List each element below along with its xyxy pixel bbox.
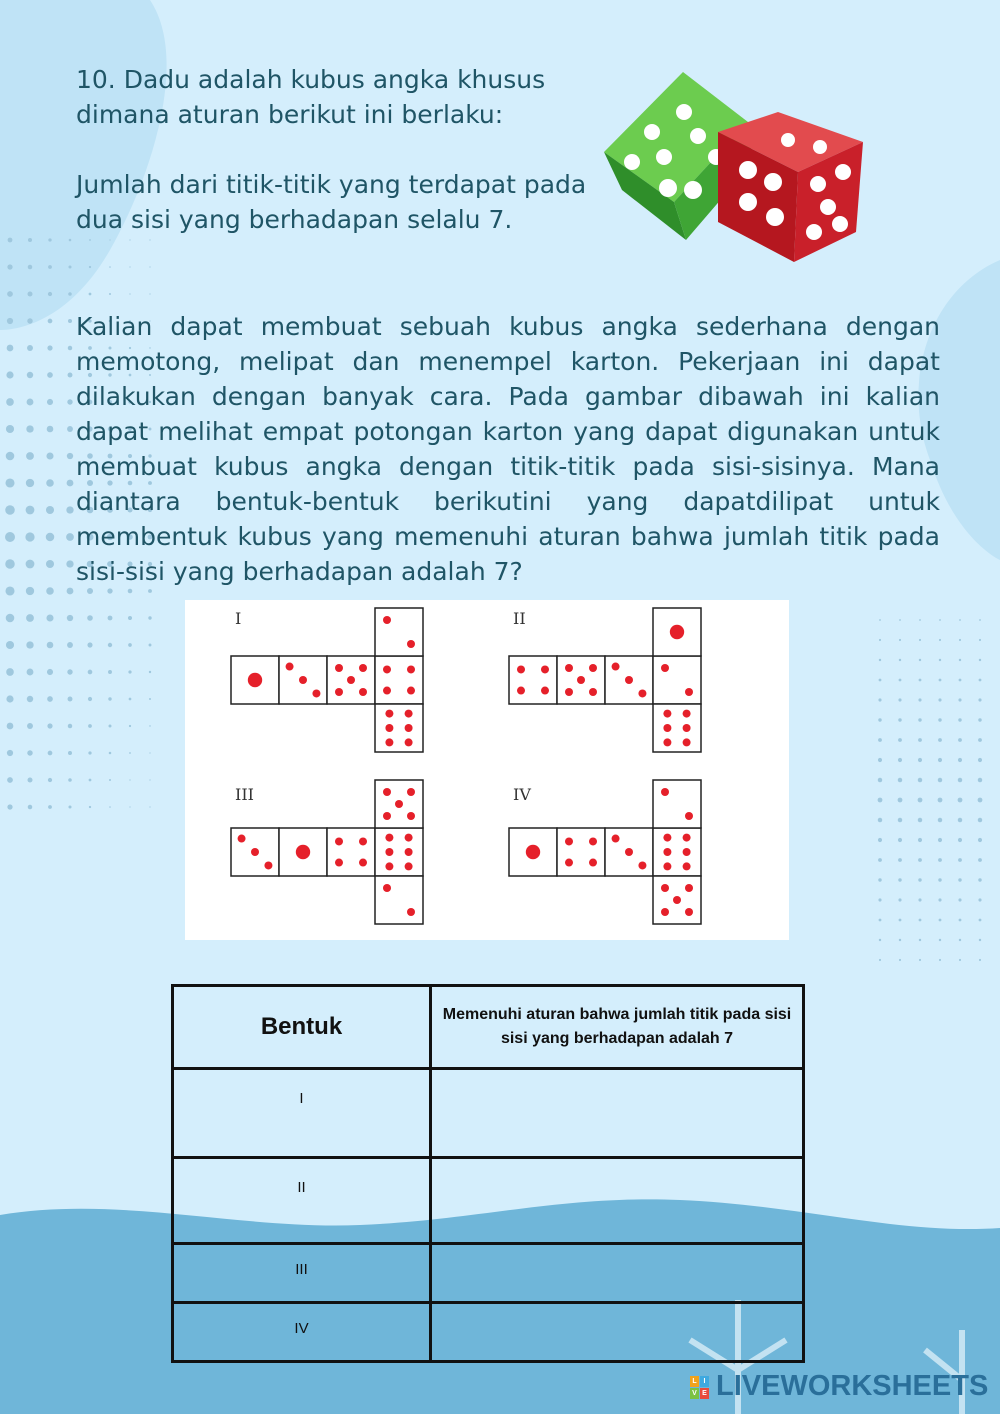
net-face — [231, 828, 279, 876]
net-pip — [685, 688, 693, 696]
net-pip — [385, 848, 393, 856]
net-pip — [405, 862, 413, 870]
net-pip — [312, 689, 320, 697]
net-label: II — [513, 609, 526, 628]
net-pip — [385, 724, 393, 732]
question-paragraph: Kalian dapat membuat sebuah kubus angka sederhana dengan memotong, melipat dan menempel karton. Pekerjaan ini dapat dilakukan dengan banyak cara. Pada gambar dibawah ini kalian dapat melihat empat potongan karton yang dapat digunakan untuk membuat kubus angka dengan titik-titik pada sisi-sisinya. Mana diantara bentuk-bentuk berikutini yang dapatdilipat untuk membentuk kubus yang memenuhi aturan bahwa jumlah titik pada sisi-sisi yang berhadapan adalah 7? — [76, 312, 940, 586]
net-face — [605, 828, 653, 876]
net-pip — [407, 687, 415, 695]
row-label: II — [173, 1158, 431, 1244]
net-face — [653, 828, 701, 876]
net-pip — [251, 848, 259, 856]
net-pip — [405, 738, 413, 746]
net-pip — [625, 676, 633, 684]
header-shape: Bentuk — [173, 986, 431, 1069]
net-pip — [405, 848, 413, 856]
net-pip — [359, 664, 367, 672]
net-pip — [347, 676, 355, 684]
net-face — [509, 828, 557, 876]
net-pip — [683, 834, 691, 842]
net-pip — [612, 835, 620, 843]
answer-cell[interactable] — [431, 1244, 804, 1303]
net-pip — [335, 688, 343, 696]
net-pip — [565, 837, 573, 845]
net-pip — [673, 896, 681, 904]
net-pip — [359, 688, 367, 696]
liveworksheets-logo-text: LIVEWORKSHEETS — [716, 1370, 989, 1402]
answer-cell[interactable] — [431, 1158, 804, 1244]
net-face-square — [327, 828, 375, 876]
net-face — [375, 780, 423, 828]
net-face — [375, 704, 423, 752]
net-pip — [685, 884, 693, 892]
net-pip — [385, 862, 393, 870]
net-pip — [385, 834, 393, 842]
net-pip — [517, 665, 525, 673]
net-face — [605, 656, 653, 704]
net-face-square — [375, 608, 423, 656]
net-face-square — [375, 704, 423, 752]
net-face — [375, 828, 423, 876]
question-intro-line: 10. Dadu adalah kubus angka khusus dimana aturan berikut ini berlaku: — [76, 65, 546, 129]
net-face — [327, 656, 375, 704]
net-pip — [407, 812, 415, 820]
net-label: I — [235, 609, 242, 628]
net-face-square — [375, 828, 423, 876]
net-pip — [685, 812, 693, 820]
net-pip — [395, 800, 403, 808]
net-pip — [407, 788, 415, 796]
net-face-square — [509, 656, 557, 704]
net-pip — [663, 834, 671, 842]
net-pip — [663, 738, 671, 746]
net-pip — [526, 845, 540, 859]
row-label: III — [173, 1244, 431, 1303]
net-face — [279, 828, 327, 876]
net-face — [509, 656, 557, 704]
answer-cell[interactable] — [431, 1303, 804, 1362]
net-pip — [383, 788, 391, 796]
net-face — [653, 704, 701, 752]
net-pip — [335, 664, 343, 672]
net-face-square — [375, 876, 423, 924]
net-pip — [683, 710, 691, 718]
net-pip — [383, 665, 391, 673]
dice-illustration — [598, 62, 868, 272]
question-rule-line: Jumlah dari titik-titik yang terdapat pada dua sisi yang berhadapan selalu 7. — [76, 170, 587, 234]
net-pip — [638, 861, 646, 869]
red-die — [718, 112, 863, 262]
row-label: I — [173, 1069, 431, 1158]
net-face — [653, 876, 701, 924]
net-pip — [565, 664, 573, 672]
net-face-square — [375, 656, 423, 704]
net-pip — [661, 908, 669, 916]
net-face — [653, 656, 701, 704]
table-row — [173, 1303, 804, 1362]
net-pip — [541, 665, 549, 673]
net-pip — [517, 687, 525, 695]
net-pip — [625, 848, 633, 856]
net-pip — [385, 710, 393, 718]
net-face — [653, 608, 701, 656]
net-pip — [589, 664, 597, 672]
table-row — [173, 1069, 804, 1158]
net-pip — [405, 710, 413, 718]
net-pip — [359, 837, 367, 845]
net-pip — [565, 859, 573, 867]
answer-table — [171, 984, 805, 1363]
net-face — [375, 608, 423, 656]
net-pip — [407, 640, 415, 648]
net-pip — [383, 884, 391, 892]
net-pip — [683, 724, 691, 732]
net-pip — [661, 788, 669, 796]
header-rule: Memenuhi aturan bahwa jumlah titik pada sisi sisi yang berhadapan adalah 7 — [431, 986, 804, 1069]
net-pip — [589, 837, 597, 845]
net-pip — [248, 673, 262, 687]
net-pip — [407, 665, 415, 673]
question-intro — [76, 62, 596, 237]
net-pip — [405, 834, 413, 842]
net-pip — [565, 688, 573, 696]
net-face — [557, 656, 605, 704]
answer-table-wrap — [171, 984, 805, 1363]
net-pip — [264, 861, 272, 869]
net-face — [375, 876, 423, 924]
net-face — [231, 656, 279, 704]
net-pip — [299, 676, 307, 684]
table-row — [173, 1158, 804, 1244]
net-pip — [683, 862, 691, 870]
net-pip — [670, 625, 684, 639]
cube-nets-figure — [185, 600, 789, 940]
net-pip — [335, 837, 343, 845]
net-pip — [663, 710, 671, 718]
net-face-square — [653, 780, 701, 828]
net-pip — [359, 859, 367, 867]
net-face — [653, 780, 701, 828]
net-pip — [663, 862, 671, 870]
net-pip — [383, 616, 391, 624]
net-pip — [663, 848, 671, 856]
net-pip — [589, 859, 597, 867]
net-pip — [383, 687, 391, 695]
net-pip — [238, 835, 246, 843]
net-face — [327, 828, 375, 876]
net-pip — [638, 689, 646, 697]
net-face-square — [557, 828, 605, 876]
net-face-square — [653, 828, 701, 876]
answer-cell[interactable] — [431, 1069, 804, 1158]
net-pip — [661, 664, 669, 672]
cube-nets-svg — [185, 600, 789, 940]
net-pip — [683, 738, 691, 746]
net-pip — [683, 848, 691, 856]
net-pip — [589, 688, 597, 696]
liveworksheets-logo-icon: L I V E — [690, 1374, 712, 1400]
net-pip — [383, 812, 391, 820]
net-label: III — [235, 785, 254, 804]
net-pip — [663, 724, 671, 732]
net-pip — [335, 859, 343, 867]
net-pip — [685, 908, 693, 916]
net-pip — [286, 663, 294, 671]
net-pip — [661, 884, 669, 892]
net-pip — [296, 845, 310, 859]
net-pip — [407, 908, 415, 916]
net-face — [279, 656, 327, 704]
net-pip — [405, 724, 413, 732]
liveworksheets-logo — [690, 1370, 988, 1403]
net-face-square — [653, 704, 701, 752]
table-row — [173, 1244, 804, 1303]
net-face — [557, 828, 605, 876]
net-pip — [577, 676, 585, 684]
net-pip — [541, 687, 549, 695]
net-label: IV — [513, 785, 531, 804]
net-face-square — [653, 656, 701, 704]
net-pip — [385, 738, 393, 746]
net-face — [375, 656, 423, 704]
row-label: IV — [173, 1303, 431, 1362]
net-pip — [612, 663, 620, 671]
table-header-row — [173, 986, 804, 1069]
